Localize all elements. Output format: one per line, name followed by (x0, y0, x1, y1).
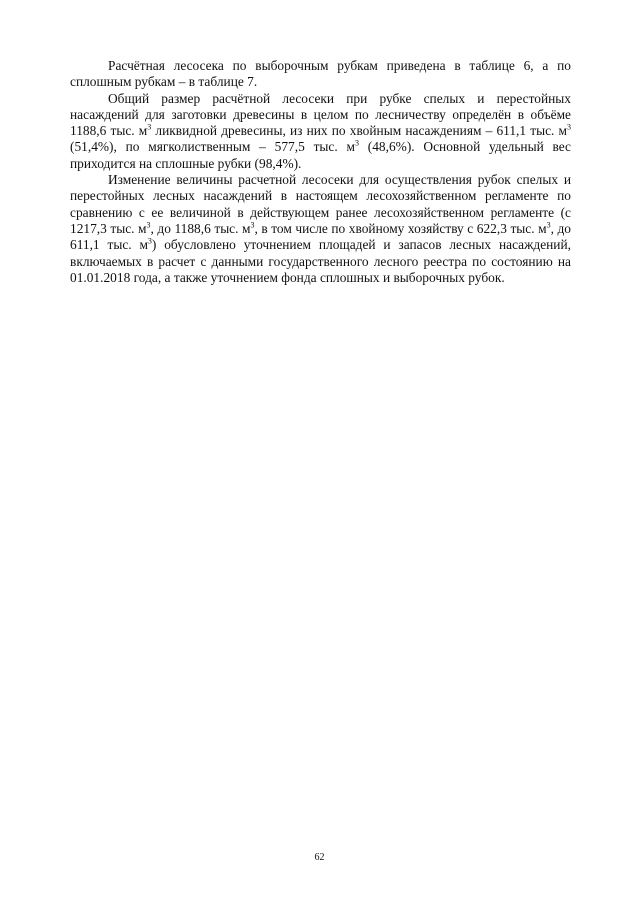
superscript: 3 (147, 236, 152, 246)
text-run: , до 1188,6 тыс. м (150, 220, 251, 236)
text-run: ) обусловлено уточнением площадей и запасов лесных насаждений, включаемых в расчет с данными государственного лесного реестра по состоянию на 01.01.2018 года, а также уточнением фонда сплошных и выборочных рубок. (70, 237, 571, 285)
superscript: 3 (146, 220, 151, 230)
text-run: (51,4%), по мягколиственным – 577,5 тыс. м (70, 139, 355, 155)
superscript: 3 (147, 122, 152, 132)
superscript: 3 (567, 122, 571, 132)
text-run: (48,6%). Основной удельный вес приходится на сплошные рубки (98,4%). (70, 139, 572, 171)
superscript: 3 (354, 139, 359, 149)
body-text (70, 58, 571, 286)
text-run: , в том числе по хвойному хозяйству с 622,3 тыс. м (254, 220, 547, 236)
paragraph (70, 91, 571, 172)
text-run: Изменение величины расчетной лесосеки для осуществления рубок спелых и перестойных лесных насаждений в настоящем лесохозяйственном регламенте по сравнению с ее величиной в действующем ранее лесохозяйственном регламенте (с 1217,3 тыс. м (70, 172, 571, 236)
text-run: Расчётная лесосека по выборочным рубкам приведена в таблице 6, а по сплошным рубкам – в таблице 7. (70, 58, 571, 90)
superscript: 3 (546, 220, 551, 230)
text-run: ликвидной древесины, из них по хвойным насаждениям – 611,1 тыс. м (151, 123, 567, 139)
paragraph (70, 58, 571, 91)
superscript: 3 (250, 220, 255, 230)
text-run: , до 611,1 тыс. м (70, 220, 572, 253)
text-run: Общий размер расчётной лесосеки при рубке спелых и перестойных насаждений для заготовки древесины в целом по лесничеству определён в объёме 1188,6 тыс. м (70, 90, 571, 139)
paragraph (70, 172, 571, 286)
page-number: 62 (314, 852, 325, 863)
